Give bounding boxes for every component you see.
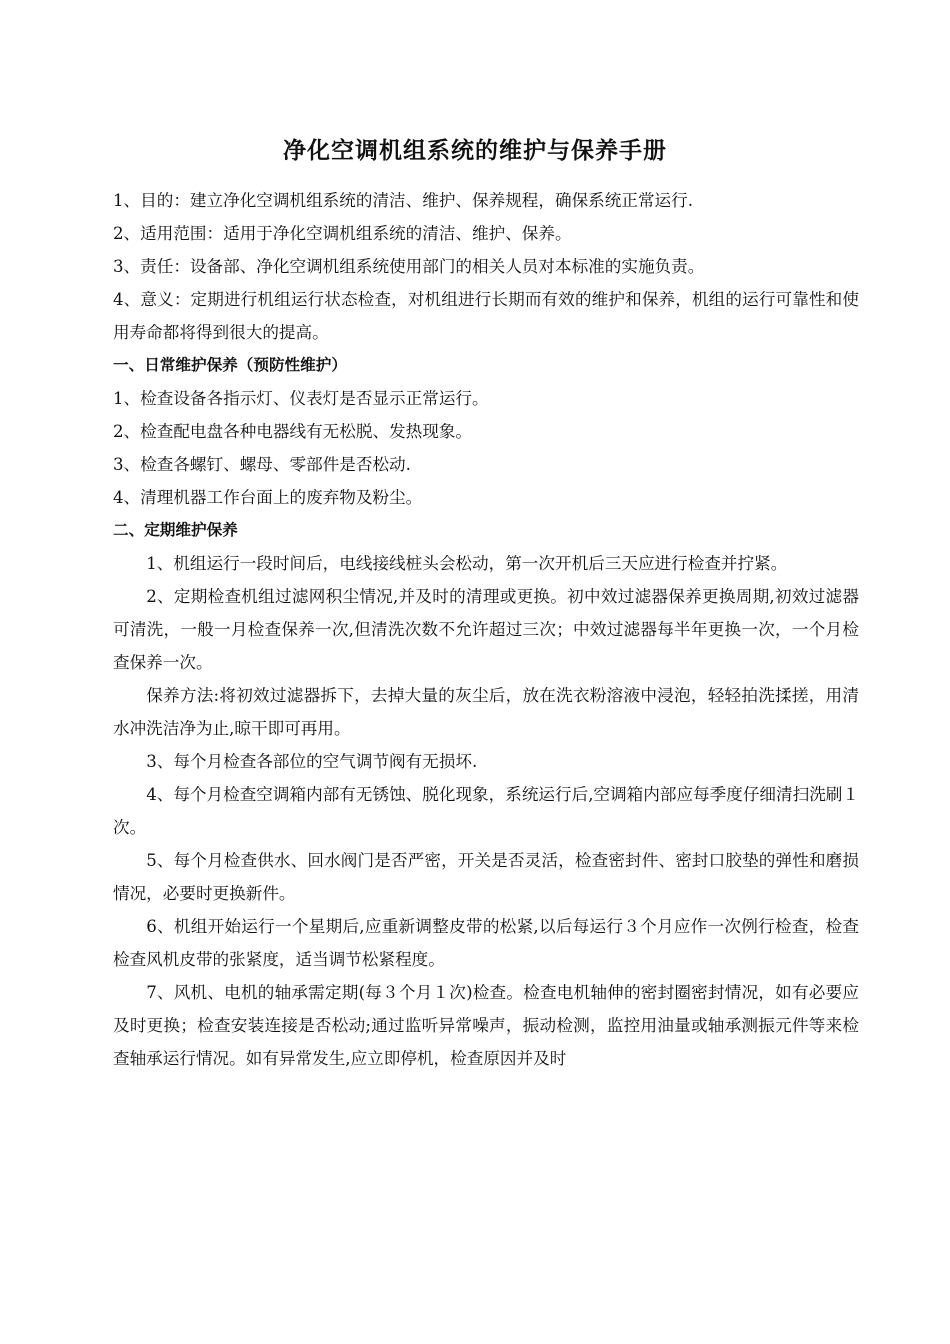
document-body	[113, 184, 859, 1075]
periodic-item-1: 1、机组运行一段时间后，电线接线桩头会松动，第一次开机后三天应进行检查并拧紧。	[146, 554, 788, 573]
daily-item-3: 3、检查各螺钉、螺母、零部件是否松动.	[113, 455, 411, 474]
periodic-item-6: 6、机组开始运行一个星期后,应重新调整皮带的松紧,以后每运行３个月应作一次例行检查，检查检查风机皮带的张紧度，适当调节松紧程度。	[113, 917, 859, 969]
section-heading-daily-maintenance: 一、日常维护保养（预防性维护）	[113, 356, 347, 374]
daily-item-4: 4、清理机器工作台面上的废弃物及粉尘。	[113, 488, 423, 507]
intro-scope: 2、适用范围：适用于净化空调机组系统的清洁、维护、保养。	[113, 224, 572, 243]
daily-item-1: 1、检查设备各指示灯、仪表灯是否显示正常运行。	[113, 389, 489, 408]
document-title: 净化空调机组系统的维护与保养手册	[283, 138, 667, 164]
intro-responsibility: 3、责任：设备部、净化空调机组系统使用部门的相关人员对本标准的实施负责。	[113, 257, 705, 276]
periodic-item-7: 7、风机、电机的轴承需定期(每３个月１次)检查。检查电机轴伸的密封圈密封情况，如有必要应及时更换；检查安装连接是否松动;通过监听异常噪声，振动检测，监控用油量或轴承测振元件等来检查轴承运行情况。如有异常发生,应立即停机，检查原因并及时	[113, 983, 859, 1068]
periodic-item-2: 2、定期检查机组过滤网积尘情况,并及时的清理或更换。初中效过滤器保养更换周期,初效过滤器可清洗，一般一月检查保养一次,但清洗次数不允许超过三次；中效过滤器每半年更换一次，一个月检查保养一次。	[113, 587, 859, 672]
section-heading-periodic-maintenance: 二、定期维护保养	[113, 521, 238, 539]
daily-item-2: 2、检查配电盘各种电器线有无松脱、发热现象。	[113, 422, 473, 441]
maintenance-method: 保养方法:将初效过滤器拆下，去掉大量的灰尘后，放在洗衣粉溶液中浸泡，轻轻拍洗揉搓，用清水冲洗洁净为止,晾干即可再用。	[113, 686, 859, 738]
periodic-item-3: 3、每个月检查各部位的空气调节阀有无损坏.	[146, 752, 478, 771]
periodic-item-4: 4、每个月检查空调箱内部有无锈蚀、脱化现象，系统运行后,空调箱内部应每季度仔细清扫洗刷１次。	[113, 785, 859, 837]
intro-significance: 4、意义：定期进行机组运行状态检查，对机组进行长期而有效的维护和保养，机组的运行可靠性和使用寿命都将得到很大的提高。	[113, 290, 859, 342]
periodic-item-5: 5、每个月检查供水、回水阀门是否严密，开关是否灵活，检查密封件、密封口胶垫的弹性和磨损情况，必要时更换新件。	[113, 851, 859, 903]
intro-purpose: 1、目的：建立净化空调机组系统的清洁、维护、保养规程，确保系统正常运行.	[113, 191, 694, 210]
